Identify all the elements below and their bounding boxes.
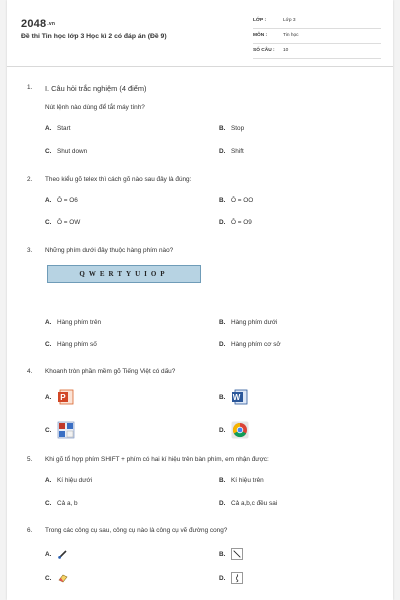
powerpoint-icon	[57, 388, 75, 406]
question-2-option-d[interactable]: D. Ô = O9	[219, 219, 252, 226]
keyboard-row-image: QWERTYUIOP	[47, 265, 201, 283]
svg-text:W: W	[232, 393, 241, 402]
question-5-option-b[interactable]: B. Kí hiệu trên	[219, 477, 264, 484]
question-2-option-c[interactable]: C. Ô = OW	[45, 219, 81, 226]
meta-subject: MÔN : Tin học	[253, 31, 381, 44]
question-2-option-a[interactable]: A. Ô = O6	[45, 197, 78, 204]
exam-header	[7, 0, 393, 67]
question-3-option-a[interactable]: A. Hàng phím trên	[45, 319, 102, 326]
word-icon	[231, 388, 249, 406]
site-logo[interactable]: 2048.vn	[21, 18, 56, 30]
curve-tool-icon	[231, 572, 243, 584]
question-4-option-c[interactable]: C.	[45, 421, 75, 439]
question-4-option-d[interactable]: D.	[219, 421, 249, 439]
question-2-option-b[interactable]: B. Ô = OO	[219, 197, 254, 204]
question-1-option-d[interactable]: D. Shift	[219, 148, 244, 155]
unikey-icon	[57, 421, 75, 439]
question-4-option-b[interactable]: B. W	[219, 388, 249, 406]
eraser-tool-icon	[57, 572, 69, 584]
question-1-option-b[interactable]: B. Stop	[219, 125, 245, 132]
question-4-option-a[interactable]: A. P	[45, 388, 75, 406]
question-6-option-b[interactable]: B.	[219, 548, 243, 560]
question-5-option-a[interactable]: A. Kí hiệu dưới	[45, 477, 93, 484]
question-1-text: Nút lệnh nào dùng để tắt máy tính?	[45, 104, 145, 111]
question-1-option-a[interactable]: A. Start	[45, 125, 71, 132]
line-tool-icon	[231, 548, 243, 560]
svg-text:P: P	[60, 393, 66, 402]
question-6-option-a[interactable]: A.	[45, 548, 69, 560]
question-6-option-c[interactable]: C.	[45, 572, 69, 584]
question-3-option-d[interactable]: D. Hàng phím cơ sở	[219, 341, 281, 348]
meta-question-count: SỐ CÂU : 10	[253, 46, 381, 59]
question-3-option-c[interactable]: C. Hàng phím số	[45, 341, 97, 348]
question-1-option-c[interactable]: C. Shut down	[45, 148, 88, 155]
question-5-option-c[interactable]: C. Cả a, b	[45, 500, 78, 507]
exam-title: Đề thi Tin học lớp 3 Học kì 2 có đáp án (Đề 9)	[21, 33, 167, 40]
chrome-icon	[231, 421, 249, 439]
brush-tool-icon	[57, 548, 69, 560]
question-5-option-d[interactable]: D. Cả a,b,c đều sai	[219, 500, 278, 507]
meta-class: LỚP : Lớp 3	[253, 16, 381, 29]
exam-page: 2048.vn Đề thi Tin học lớp 3 Học kì 2 có đáp án (Đề 9) LỚP : Lớp 3 MÔN : Tin học SỐ CÂU : 10 1. I. Câu hỏi trắc nghiệm (4 điểm) Nút lệnh nào dùng để tắt máy tính? A. Start B. Stop C. Shut down D. Shift 2. Theo kiểu gõ telex thì cách gõ nào sau đây là đúng: A. Ô = O6 B. Ô = OO C. Ô = OW D. Ô = O9 3. Những phím dưới đây thuộc hàng phím nào? QWERTYUIOP A. Hàng phím trên B. Hàng phím dưới C. Hàng phím số D. Hàng phím cơ sở 4. Khoanh tròn phần mềm gõ Tiếng Việt có dấu? A. P B. W C. D. 5. Khi gõ tổ hợp phím SHIFT + phím có hai kí hiệu trên bàn phím, em nhận được: A. Kí hiệu dưới B. Kí hiệu trên C. Cả a, b D. Cả a,b,c đều sai 6. Trong các công cụ sau, công cụ nào là công cụ vẽ đường cong? A. B. C. D.	[7, 0, 393, 600]
question-3-option-b[interactable]: B. Hàng phím dưới	[219, 319, 278, 326]
question-6-option-d[interactable]: D.	[219, 572, 243, 584]
